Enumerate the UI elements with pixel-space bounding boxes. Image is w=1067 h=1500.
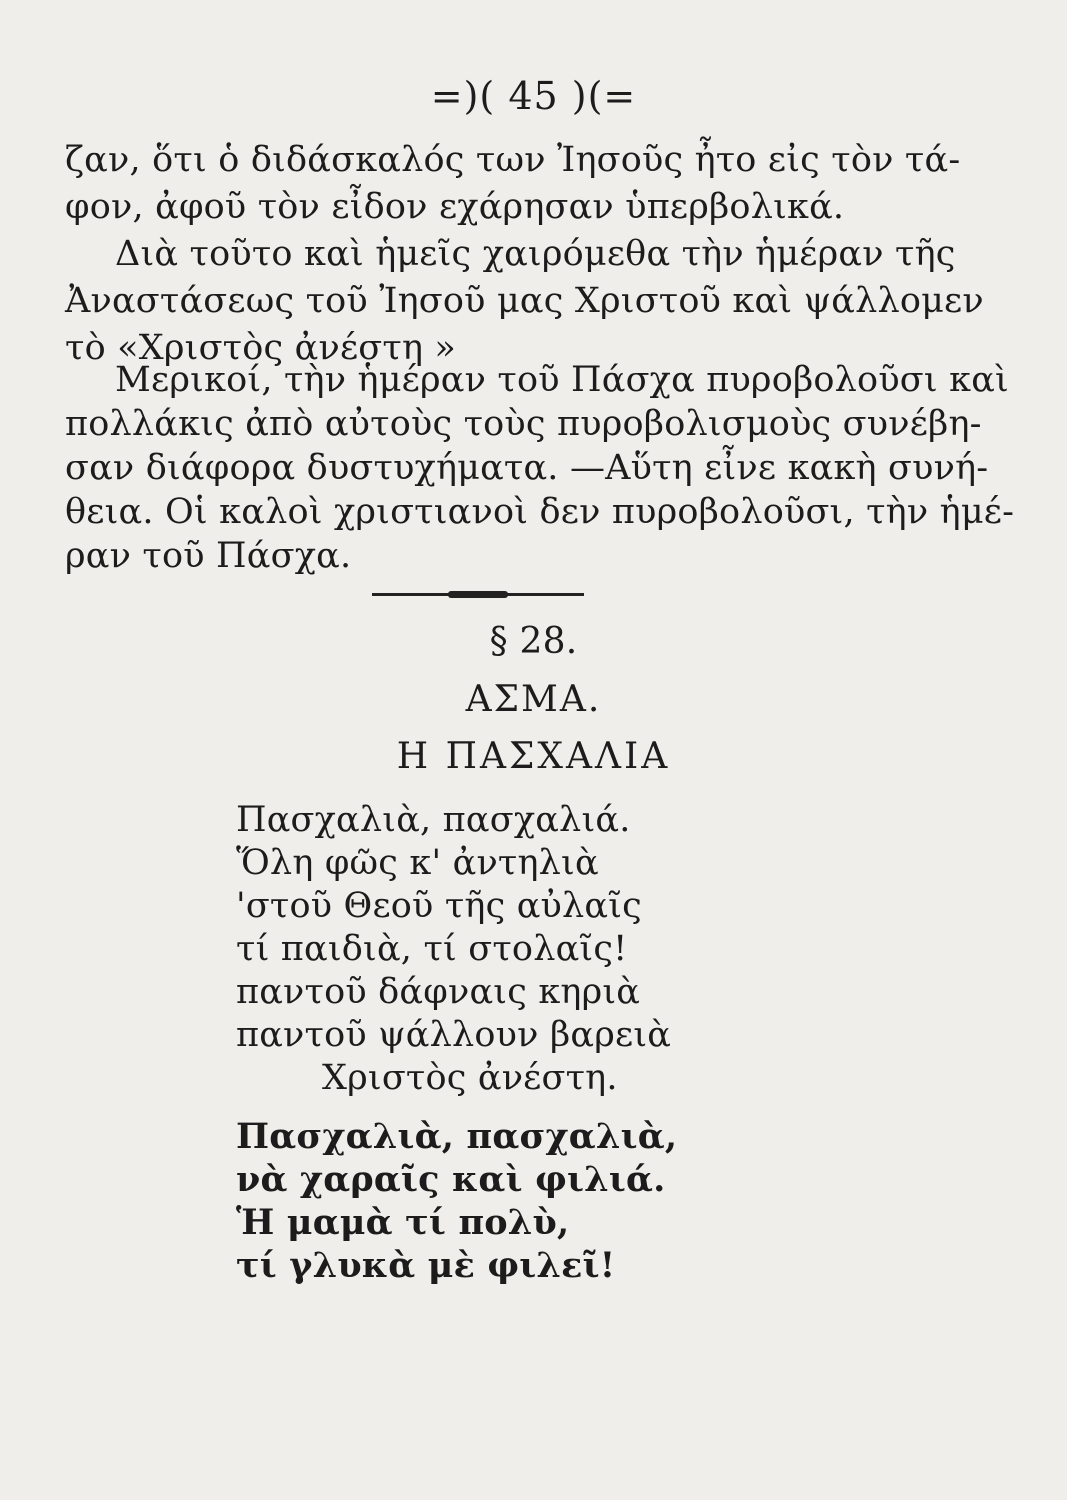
song-line: παντοῦ δάφναις κηριὰ [236,972,641,1012]
page-number-header: =)( 45 )(= [430,74,637,118]
prose-line-6: Μερικοί, τὴν ἡμέραν τοῦ Πάσχα πυροβολοῦσι καὶ [115,360,1009,400]
song-line: Πασχαλιὰ, πασχαλιά. [236,800,631,840]
song-line: τί γλυκὰ μὲ φιλεῖ! [236,1245,616,1286]
prose-line-7: πολλάκις ἀπὸ αὐτοὺς τοὺς πυροβολισμοὺς συνέβη- [65,404,982,444]
song-refrain: Χριστὸς ἀνέστη. [322,1058,618,1098]
prose-line-1: ζαν, ὅτι ὁ διδάσκαλός των Ἰησοῦς ἦτο εἰς τὸν τά- [65,140,961,180]
song-line: Ἡ μαμὰ τί πολὺ, [236,1202,570,1243]
prose-line-4: Ἀναστάσεως τοῦ Ἰησοῦ μας Χριστοῦ καὶ ψάλλομεν [65,281,984,321]
prose-line-5: τὸ «Χριστὸς ἀνέστη » [65,328,457,368]
section-number: § 28. [489,621,578,662]
prose-line-8: σαν διάφορα δυστυχήματα. —Αὕτη εἶνε κακὴ συνή- [65,448,989,488]
section-divider-ornament [448,591,508,598]
song-label: ΑΣΜΑ. [465,679,602,720]
song-line: Πασχαλιὰ, πασχαλιὰ, [236,1116,678,1157]
song-line: τί παιδιὰ, τί στολαῖς! [236,929,628,969]
song-line: νὰ χαραῖς καὶ φιλιά. [236,1159,666,1200]
song-line: Ὅλη φῶς κ' ἀντηλιὰ [236,843,599,883]
prose-line-10: ραν τοῦ Πάσχα. [65,536,352,576]
prose-line-3: Διὰ τοῦτο καὶ ἡμεῖς χαιρόμεθα τὴν ἡμέραν τῆς [115,234,956,274]
song-title: Η ΠΑΣΧΑΛΙΑ [396,736,671,777]
prose-line-9: θεια. Οἱ καλοὶ χριστιανοὶ δεν πυροβολοῦσι, τὴν ἡμέ- [65,492,1015,532]
song-line: 'στοῦ Θεοῦ τῆς αὐλαῖς [236,886,642,926]
prose-line-2: φον, ἀφοῦ τὸν εἶδον εχάρησαν ὑπερβολικά. [65,187,845,227]
song-line: παντοῦ ψάλλουν βαρειὰ [236,1015,672,1055]
